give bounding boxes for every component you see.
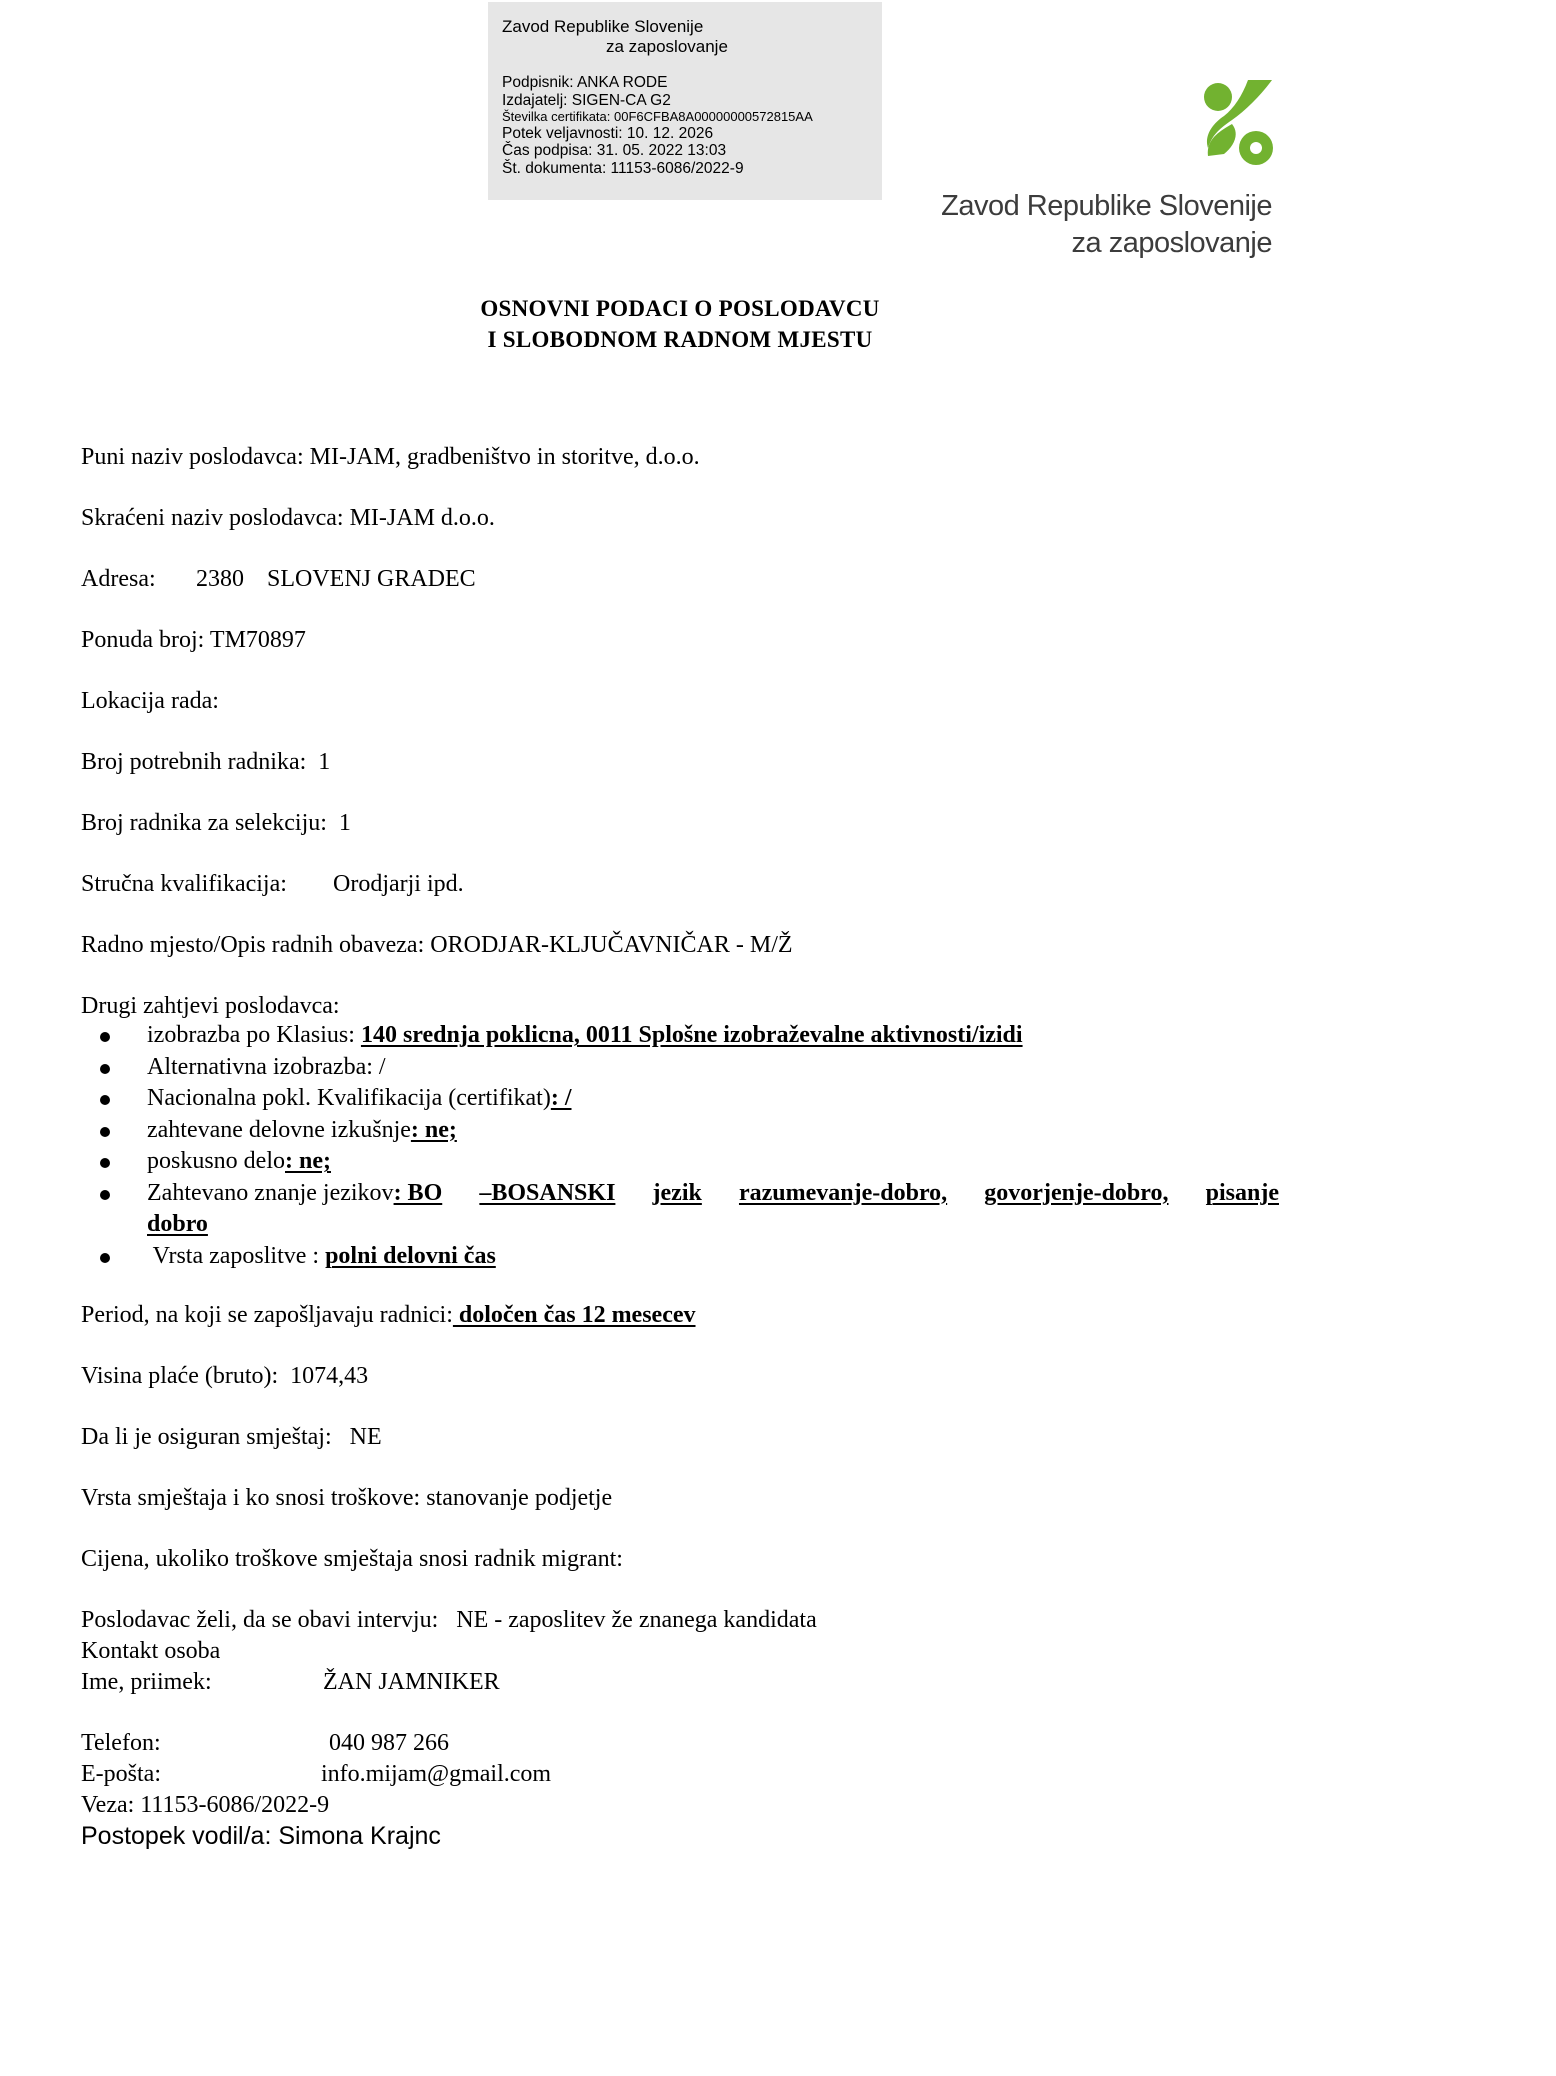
contact-email-row bbox=[81, 1759, 551, 1789]
language-word: razumevanje-dobro, bbox=[738, 1179, 948, 1206]
language-label-text: Zahtevano znanje jezikov bbox=[147, 1179, 394, 1206]
zrss-logo-icon bbox=[1198, 76, 1278, 168]
contact-name-value: ŽAN JAMNIKER bbox=[323, 1669, 500, 1695]
language-word: govorjenje-dobro, bbox=[984, 1179, 1169, 1206]
education-label: izobrazba po Klasius: bbox=[147, 1022, 355, 1048]
offer-label: Ponuda broj: bbox=[81, 627, 205, 653]
period-label: Period, na koji se zapošljavaju radnici: bbox=[81, 1302, 453, 1328]
bullet-icon bbox=[100, 1158, 110, 1168]
list-item bbox=[81, 1083, 1281, 1115]
housing-type-row bbox=[81, 1483, 612, 1513]
workers-selection-value: 1 bbox=[338, 810, 351, 836]
full-name-label: Puni naziv poslodavca: bbox=[81, 444, 304, 470]
housing-cost-label: Cijena, ukoliko troškove smještaja snosi radnik migrant: bbox=[81, 1546, 623, 1572]
salary-label: Visina plaće (bruto): bbox=[81, 1363, 279, 1389]
experience-value: : ne; bbox=[410, 1116, 457, 1143]
list-item bbox=[81, 1241, 1281, 1273]
contact-phone-value: 040 987 266 bbox=[329, 1730, 449, 1756]
reference-number: Veza: 11153-6086/2022-9 bbox=[81, 1792, 330, 1818]
workers-selection-row bbox=[81, 808, 351, 838]
full-name-row bbox=[81, 442, 700, 472]
bullet-icon bbox=[100, 1032, 110, 1042]
qualification-label: Stručna kvalifikacija: bbox=[81, 871, 287, 897]
period-row bbox=[81, 1300, 696, 1330]
housing-label: Da li je osiguran smještaj: bbox=[81, 1424, 332, 1450]
workers-selection-label: Broj radnika za selekciju: bbox=[81, 810, 327, 836]
other-req-row bbox=[81, 991, 340, 1021]
title-line2: I SLOBODNOM RADNOM MJESTU bbox=[487, 327, 873, 352]
language-word: pisanje bbox=[1205, 1179, 1279, 1206]
contact-email-value: info.mijam@gmail.com bbox=[321, 1761, 552, 1787]
offer-number: TM70897 bbox=[209, 627, 306, 653]
address-label: Adresa: bbox=[81, 566, 156, 592]
workers-needed-row bbox=[81, 747, 330, 777]
interview-row bbox=[81, 1605, 817, 1635]
signature-stamp bbox=[488, 2, 882, 200]
national-qual-value: : / bbox=[550, 1085, 572, 1111]
period-value: določen čas 12 mesecev bbox=[452, 1302, 696, 1328]
zrss-logo-text bbox=[941, 188, 1272, 262]
housing-type-label: Vrsta smještaja i ko snosi troškove: bbox=[81, 1485, 421, 1511]
employment-type-value: polni delovni čas bbox=[325, 1242, 496, 1269]
contact-heading: Kontakt osoba bbox=[81, 1638, 221, 1664]
list-item bbox=[81, 1115, 1281, 1147]
stamp-signed-at: Čas podpisa: 31. 05. 2022 13:03 bbox=[502, 142, 727, 160]
address-postcode: 2380 bbox=[196, 566, 244, 592]
contact-name-row bbox=[81, 1667, 500, 1697]
stamp-cert-number: Številka certifikata: 00F6CFBA8A00000000572815AA bbox=[502, 108, 813, 124]
bullet-icon bbox=[100, 1064, 110, 1074]
document-title bbox=[380, 293, 980, 355]
interview-value: NE - zaposlitev že znanega kandidata bbox=[456, 1607, 817, 1633]
housing-value: NE bbox=[349, 1424, 382, 1450]
list-item bbox=[81, 1052, 1281, 1084]
trial-value: : ne; bbox=[285, 1148, 331, 1174]
bullet-icon bbox=[100, 1095, 110, 1105]
title-line1: OSNOVNI PODACI O POSLODAVCU bbox=[480, 296, 880, 321]
stamp-issuer: Izdajatelj: SIGEN-CA G2 bbox=[502, 91, 671, 109]
offer-row bbox=[81, 625, 306, 655]
contact-name-label: Ime, priimek: bbox=[81, 1669, 212, 1695]
education-value: 140 srednja poklicna, 0011 Splošne izobraževalne aktivnosti/izidi bbox=[360, 1022, 1023, 1048]
bullet-icon bbox=[100, 1190, 110, 1200]
housing-row bbox=[81, 1422, 382, 1452]
alt-education: Alternativna izobrazba: / bbox=[147, 1053, 386, 1080]
qualification-value: Orodjarji ipd. bbox=[333, 871, 464, 897]
stamp-org-line2: za zaposlovanje bbox=[606, 36, 728, 56]
experience-label: zahtevane delovne izkušnje bbox=[147, 1116, 411, 1143]
bullet-icon bbox=[100, 1253, 110, 1263]
list-item bbox=[81, 1146, 1281, 1178]
stamp-doc-number: Št. dokumenta: 11153-6086/2022-9 bbox=[502, 160, 744, 178]
list-item bbox=[81, 1020, 1281, 1052]
employment-type-label: Vrsta zaposlitve : bbox=[147, 1242, 320, 1269]
contact-phone-row bbox=[81, 1728, 449, 1758]
location-row bbox=[81, 686, 219, 716]
stamp-valid-until: Potek veljavnosti: 10. 12. 2026 bbox=[502, 124, 714, 142]
salary-value: 1074,43 bbox=[290, 1363, 369, 1389]
trial-label: poskusno delo bbox=[147, 1148, 285, 1174]
housing-cost-row bbox=[81, 1544, 623, 1574]
interview-label: Poslodavac želi, da se obavi intervju: bbox=[81, 1607, 439, 1633]
language-label bbox=[147, 1178, 442, 1210]
location-label: Lokacija rada: bbox=[81, 688, 219, 714]
contact-phone-label: Telefon: bbox=[81, 1730, 161, 1756]
position-value: ORODJAR-KLJUČAVNIČAR - M/Ž bbox=[430, 932, 793, 958]
requirements-list bbox=[81, 1020, 1281, 1272]
full-name-value: MI-JAM, gradbeništvo in storitve, d.o.o. bbox=[309, 444, 700, 470]
logo-line2: za zaposlovanje bbox=[1071, 227, 1272, 259]
stamp-org-line1: Zavod Republike Slovenije bbox=[502, 17, 704, 36]
language-line bbox=[147, 1178, 1279, 1210]
position-label: Radno mjesto/Opis radnih obaveza: bbox=[81, 932, 425, 958]
list-item bbox=[81, 1178, 1281, 1241]
language-value-line2: dobro bbox=[147, 1211, 208, 1237]
short-name-label: Skraćeni naziv poslodavca: bbox=[81, 505, 344, 531]
workers-needed-label: Broj potrebnih radnika: bbox=[81, 749, 307, 775]
stamp-signer: Podpisnik: ANKA RODE bbox=[502, 74, 668, 92]
address-row bbox=[81, 564, 476, 594]
national-qual-label: Nacionalna pokl. Kvalifikacija (certifikat) bbox=[147, 1085, 551, 1111]
language-word: : BO bbox=[393, 1179, 443, 1206]
short-name-value: MI-JAM d.o.o. bbox=[349, 505, 495, 531]
position-row bbox=[81, 930, 793, 960]
logo-line1: Zavod Republike Slovenije bbox=[941, 190, 1272, 222]
qualification-row bbox=[81, 869, 464, 899]
short-name-row bbox=[81, 503, 495, 533]
salary-row bbox=[81, 1361, 368, 1391]
bullet-icon bbox=[100, 1127, 110, 1137]
housing-type-value: stanovanje podjetje bbox=[426, 1485, 613, 1511]
language-word: jezik bbox=[652, 1179, 702, 1206]
workers-needed-value: 1 bbox=[318, 749, 331, 775]
address-city: SLOVENJ GRADEC bbox=[267, 566, 476, 592]
handled-by: Postopek vodil/a: Simona Krajnc bbox=[81, 1822, 441, 1850]
contact-email-label: E-pošta: bbox=[81, 1761, 161, 1787]
language-word: –BOSANSKI bbox=[479, 1179, 616, 1206]
other-req-label: Drugi zahtjevi poslodavca: bbox=[81, 993, 340, 1019]
